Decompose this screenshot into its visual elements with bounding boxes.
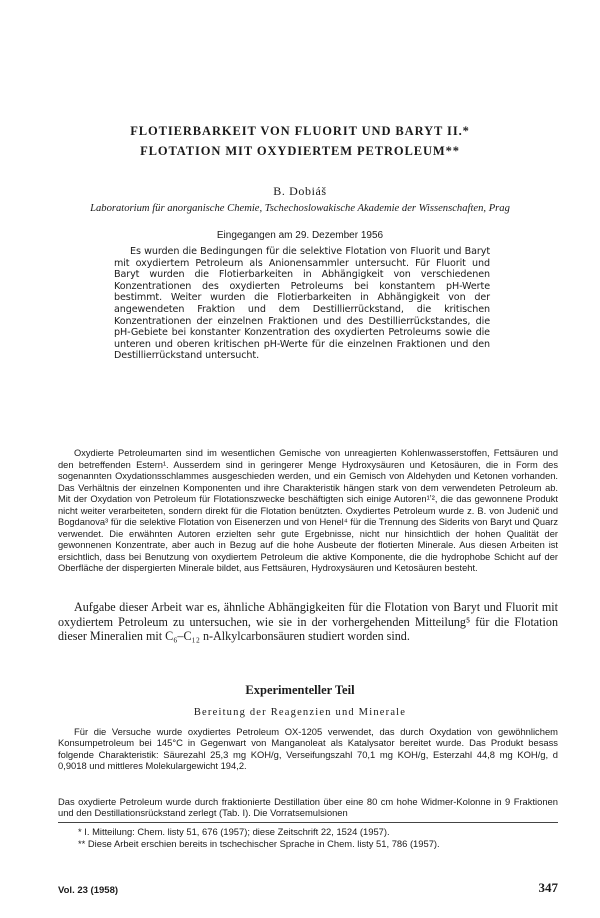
footnote-2-text: Diese Arbeit erschien bereits in tschechischer Sprache in Chem. listy 51, 786 (1957).	[87, 837, 440, 849]
section-heading: Experimenteller Teil	[245, 683, 355, 697]
author-name: B. Dobiáš	[273, 184, 327, 198]
body-paragraph-aim: Aufgabe dieser Arbeit war es, ähnliche Abhängigkeiten für die Flotation von Baryt und Fluorit mit oxydiertem Petroleum zu untersuchen, wie sie in der vorhergehenden Mitteilung⁵ für die Flotation dieser Mineralien mit C₆–C₁₂ n-Alkylcarbonsäuren studiert worden sind.	[58, 600, 558, 644]
footnote-2	[78, 838, 558, 850]
article-title-line-1: FLOTIERBARKEIT VON FLUORIT UND BARYT II.*	[130, 124, 470, 138]
footnotes	[78, 826, 558, 849]
author-affiliation: Laboratorium für anorganische Chemie, Tschechoslowakische Akademie der Wissenschaften, Prag	[90, 203, 510, 214]
received-date: Eingegangen am 29. Dezember 1956	[216, 230, 384, 241]
footnote-divider	[58, 822, 558, 823]
subsection-heading: Bereitung der Reagenzien und Minerale	[193, 707, 407, 718]
article-title-line-2: FLOTATION MIT OXYDIERTEM PETROLEUM**	[140, 144, 460, 158]
body-paragraph-distillation: Das oxydierte Petroleum wurde durch fraktionierte Destillation über eine 80 cm hohe Widmer-Kolonne in 9 Fraktionen und den Destillationsrückstand zerlegt (Tab. I). Die Vorratsemulsionen	[58, 796, 558, 819]
footnote-1-text: I. Mitteilung: Chem. listy 51, 676 (1957); diese Zeitschrift 22, 1524 (1957).	[84, 826, 390, 837]
footnote-2-mark: **	[78, 837, 86, 849]
footnote-1-mark: *	[78, 826, 82, 837]
page-number: 347	[538, 880, 558, 895]
body-paragraph-intro: Oxydierte Petroleumarten sind im wesentlichen Gemische von unreagierten Kohlenwasserstoffen, Fettsäuren und den betreffenden Estern¹. Ausserdem sind in geringerer Menge Hydroxysäuren und Ketosäuren, die in Form des sogenannten Oxydationsschlammes ausgeschieden werden, und ein Gemisch von Aldehyden und Ketonen vorhanden. Das Verhältnis der einzelnen Komponenten und ihre Charakteristik hängen stark von dem verwendeten Petroleum ab. Mit der Oxydation von Petroleum für Flotationszwecke beschäftigten sich einige Autoren¹ʼ², die das gewonnene Produkt nicht weiter verarbeiteten, sondern direkt für die Flotation benützten. Oxydiertes Petroleum wurde z. B. von Judenič und Bogdanova³ für die selektive Flotation von Eisenerzen und von Henel⁴ für die Trennung des Siderits von Baryt und Quarz verwendet. Die erwähnten Autoren erzielten sehr gute Ergebnisse, nicht nur hinsichtlich der hohen Qualität der gewonnenen Konzentrate, aber auch in Bezug auf die hohe Ausbeute der flotierten Minerale. Aus diesen Arbeiten ist ersichtlich, dass bei Benutzung von oxydiertem Petroleum die aktive Komponente, die die hydrophobe Schicht auf der Oberfläche der dispergierten Minerale bildet, aus Fettsäuren, Hydroxysäuren und Ketosäuren besteht.	[58, 448, 558, 573]
journal-volume: Vol. 23 (1958)	[58, 885, 119, 896]
body-paragraph-reagents: Für die Versuche wurde oxydiertes Petroleum OX-1205 verwendet, das durch Oxydation von gewöhnlichem Konsumpetroleum bei 145°C in Gegenwart von Manganoleat als Katalysator bereitet wurde. Das Produkt besass folgende Charakteristik: Säurezahl 25,3 mg KOH/g, Verseifungszahl 70,1 mg KOH/g, Esterzahl 44,8 mg KOH/g, d 0,9018 und mittleres Molekulargewicht 194,2.	[58, 726, 558, 772]
footnote-1	[78, 826, 558, 838]
abstract: Es wurden die Bedingungen für die selektive Flotation von Fluorit und Baryt mit oxydiertem Petroleum als Anionensammler untersucht. Für Fluorit und Baryt wurden die Flotierbarkeiten in Abhängigkeit von verschiedenen Konzentrationen des oxydierten Petroleums bei konstantem pH-Werte bestimmt. Weiter wurden die Flotierbarkeiten in Abhängigkeit von der angewendeten Fraktion und dem Destillierrückstand, die kritischen Konzentrationen der einzelnen Fraktionen und des Destillierrückstandes, die pH-Gebiete bei konstanter Konzentration des oxydierten Petroleums sowie die unteren und oberen kritischen pH-Werte für die einzelnen Fraktionen und den Destillierrückstand untersucht.	[114, 246, 490, 362]
